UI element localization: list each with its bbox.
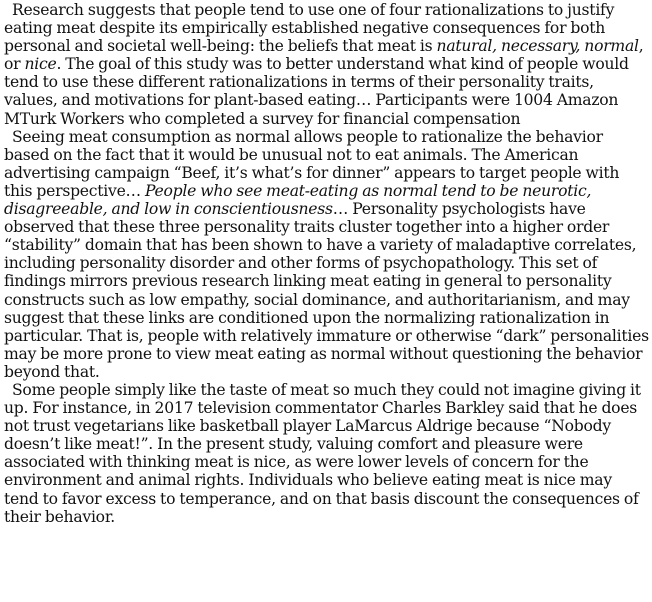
text-run: Some people simply like the taste of meat so much they could not imagine giving it up. For instance, in 2017 television commentator Charles Barkley said that he does not trust vegetarians like basketball player LaMarcus Aldrige because “Nobody doesn’t like meat!”. In the present study, valuing comfort and pleasure were associated with thinking meat is nice, as were lower levels of concern for the environment and animal rights. Individuals who believe eating meat is nice may tend to favor excess to temperance, and on that basis discount the consequences of their behavior.: [4, 380, 641, 526]
text-run: Research suggests that people tend to use one of four rationalizations to justify eating meat despite its empirically established negative consequences for both personal and societal well-being: the beliefs that meat is: [4, 1, 615, 56]
italic-text-run: nice: [24, 55, 57, 74]
text-run: … Personality psychologists have observed that these three personality traits cluster together into a higher order “stability” domain that has been shown to have a variety of maladaptive correlates, including personality disorder and other forms of psychopathology. This set of findings mirrors previous research linking meat eating in general to personality constructs such as low empathy, social dominance, and authoritarianism, and may suggest that these links are conditioned upon the normalizing rationalization in particular. That is, people with relatively immature or otherwise “dark” personalities may be more prone to view meat eating as normal without questioning the behavior beyond that.: [4, 200, 649, 381]
paragraph-1: [4, 1, 650, 128]
text-run: Seeing meat consumption as normal allows people to rationalize the behavior based on the fact that it would be unusual not to eat animals. The American advertising campaign “Beef, it’s what’s for dinner” appears to target people with this perspective…: [4, 127, 620, 200]
text-run: . The goal of this study was to better understand what kind of people would tend to use these different rationalizations in terms of their personality traits, values, and motivations for plant-based eating… Participants were 1004 Amazon MTurk Workers who completed a survey for financial compensation: [4, 55, 629, 128]
paragraph-2: [4, 128, 650, 381]
text-run: , or: [4, 37, 644, 74]
document-body: [4, 1, 650, 526]
italic-text-run: natural, necessary, normal: [436, 37, 639, 56]
paragraph-3: [4, 381, 650, 526]
italic-text-run: People who see meat-eating as normal tend to be neurotic, disagreeable, and low in conscientiousness: [4, 181, 592, 219]
